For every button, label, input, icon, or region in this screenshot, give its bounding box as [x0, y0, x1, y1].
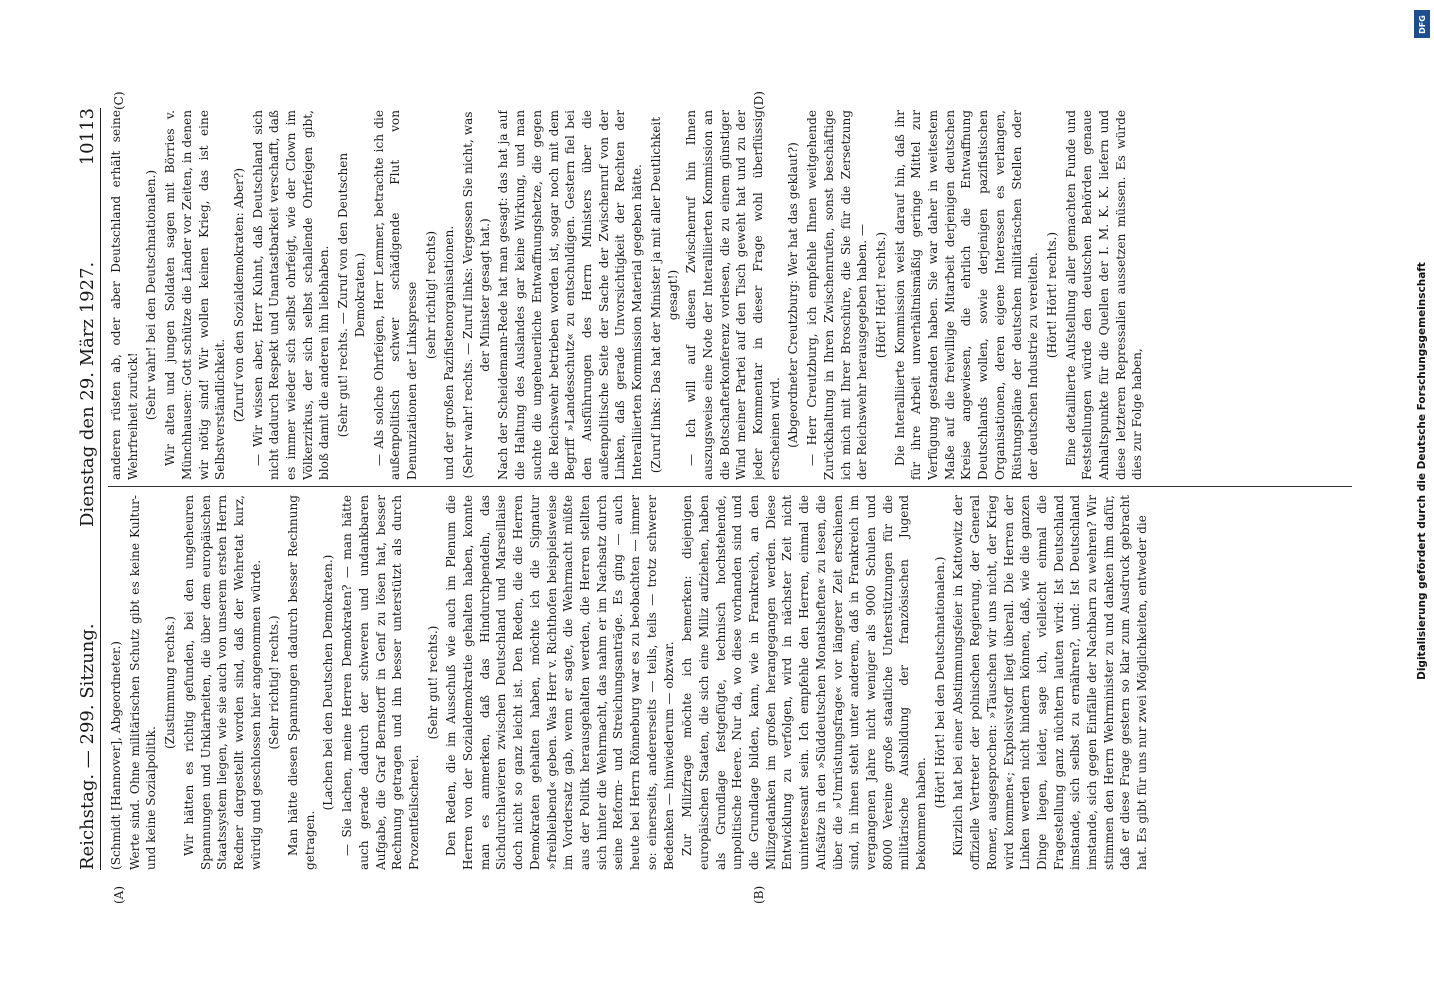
- page-header: [62, 90, 98, 910]
- header-left: Reichstag. — 299. Sitzung.: [77, 623, 98, 870]
- paragraph: Nach der Scheidemann-Rede hat man gesagt: das hat ja auf die Haltung des Auslandes gar keine Wirkung, und man suchte die ungeheuerliche Entwaffnungshetze, die gegen die Reichswehr betrieben worden ist, sogar noch mit dem Begriff »Landesschutz« zu entschuldigen. Gestern fiel bei den Ausführungen des Herrn Ministers über die außenpolitische Seite der Sache der Zwischenruf von der Linken, daß gerade Unvorsichtigkeit der Rechten der Interalliierten Kommission Material gegeben hätte.: [496, 110, 645, 480]
- paragraph: Zur Milizfrage möchte ich bemerken: diejenigen europäischen Staaten, die sich eine Miliz aufziehen, haben als Grundlage festgefügte, technisch hochstehende, unpolitische Heere. Nur da, wo diese vorhanden sind und die Grundlage bilden, kann, wie in Frankreich, an den Milizgedanken im großen herangegangen werden. Diese Entwicklung zu verfolgen, wird in nächster Zeit nicht uninteressant sein. Ich empfehle den Herren, einmal die Aufsätze in den »Süddeutschen Monatsheften« zu lesen, die über die »Umrüstungsfrage« vor längerer Zeit erschienen sind, in ihnen steht unter anderem, daß in Frankreich im vergangenen Jahre nicht weniger als 9000 Schulen und 8000 Vereine große staatliche Unterstützungen für die militärische Ausbildung der französischen Jugend bekommen haben.: [680, 495, 929, 870]
- paragraph: Wir alten und jungen Soldaten sagen mit Börries v. Münchhausen: Gott schütze die Länder vor Zeiten, in denen wir nötig sind! Wir wollen keinen Krieg, das ist eine Selbstverständlichkeit.: [163, 110, 228, 480]
- left-column: [108, 495, 1352, 870]
- paragraph: — Sie lachen, meine Herren Demokraten? — man hätte auch gerade dadurch der schweren und undankbaren Aufgabe, die Graf Bernstorff in Genf zu lösen hat, besser Rechnung getragen und ihn besser unterstützt als durch Prozentfeilscherei.: [340, 495, 421, 870]
- dfg-logo: DFG: [1414, 10, 1430, 38]
- page-number: 10113: [77, 108, 98, 166]
- paragraph: — Herr Creutzburg, ich empfehle Ihnen weitgehende Zurückhaltung in Ihren Zwischenrufen, sonst beschäftige ich mich mit Ihrer Broschüre, die Sie für die Zersetzung der Reichswehr herausgegeben haben. —: [805, 110, 870, 480]
- paragraph: — Ich will auf diesen Zwischenruf hin Ihnen auszugsweise eine Note der Interalliierten Kommission an die Botschafterkonferenz vorlesen, die zu einem günstiger Wind meiner Partei auf den Tisch geweht hat und zu der jeder Kommentar in dieser Frage wohl überflüssig erscheinen wird.: [684, 110, 782, 480]
- header-date: Dienstag den 29. März 1927.: [77, 261, 98, 527]
- paragraph: — Wir wissen aber, Herr Kuhnt, daß Deutschland sich nicht dadurch Respekt und Unantastbarkeit verschafft, daß es immer wieder sich selbst ohrfeigt, wie der Clown im Völkerzirkus, der sich selbst schallende Ohrfeigen gibt, bloß damit die anderen ihn liebhaben.: [250, 110, 332, 480]
- interjection: (Zustimmung rechts.): [163, 615, 178, 750]
- dfg-sidebar: [1410, 6, 1434, 936]
- interjection: (sehr richtig! rechts): [423, 230, 438, 360]
- paragraph: Eine detaillierte Aufstellung aller gemachten Funde und Feststellungen würde den deutschen Behörden genaue Anhaltspunkte für die Quellen der I. M. K. K. liefern und diese letzteren Repressalien aussetzen müssen. Es würde dies zur Folge haben,: [1063, 110, 1145, 480]
- interjection: (Zuruf links: Das hat der Minister ja mit aller Deutlichkeit gesagt!): [648, 116, 680, 474]
- interjection: (Hört! Hört! rechts.): [873, 231, 888, 359]
- rotated-page: [62, 90, 1362, 910]
- header-rule: [100, 108, 101, 870]
- paragraph: Man hätte diesen Spannungen dadurch besser Rechnung getragen.: [286, 495, 317, 870]
- column-divider: [108, 486, 1352, 487]
- paragraph: anderen rüsten ab, oder aber Deutschland erhält seine Wehrfreiheit zurück!: [109, 110, 140, 480]
- paragraph: Kürzlich hat bei einer Abstimmungsfeier in Kattowitz der offizielle Vertreter der polnischen Regierung, der General Romer, ausgesprochen: »Täuschen wir uns nicht, der Krieg wird kommen«; Explosivstoff liegt überall. Die Herren der Linken werden nicht hindern können, daß, wie die ganzen Dinge liegen, leider, sage ich, vielleicht einmal die Fragestellung ganz nüchtern lauten wird: Ist Deutschland imstande, sich selbst zu ernähren?, und: Ist Deutschland imstande, sich gegen Einfälle der Nachbarn zu wehren? Wir stimmen den Herrn Wehrminister zu und danken ihm dafür, daß er diese Frage gestern so klar zum Ausdruck gebracht hat. Es gibt für uns nur zwei Möglichkeiten, entweder die: [951, 495, 1150, 870]
- interjection: (Sehr gut! rechts.): [425, 625, 440, 740]
- interjection: (Abgeordneter Creutzburg: Wer hat das geklaut?): [786, 142, 801, 448]
- interjection: (Lachen bei den Deutschen Demokraten.): [321, 554, 336, 811]
- paragraph: Wir hätten es richtig gefunden, bei den ungeheuren Spannungen und Unklarheiten, die über dem europäischen Staatssystem liegen, wie sie auch von unserem ersten Herrn Redner dargestellt worden sind, daß der Wehretat kurz, würdig und geschlossen hier angenommen würde.: [181, 495, 263, 870]
- interjection: (Sehr gut! rechts. — Zuruf von den Deutschen Demokraten.): [336, 152, 367, 438]
- paragraph: Die Interalliierte Kommission weist darauf hin, daß ihr für ihre Arbeit unverhältnismäßig geringe Mittel zur Verfügung gestanden haben. Sie war daher in weitestem Maße auf die freiwillige Mitarbeit derjenigen deutschen Kreise angewiesen, die ehrlich die Entwaffnung Deutschlands wollen, sowie derjenigen pazifistischen Organisationen, deren eigene Interessen es verlangen, Rüstungspläne der deutschen militärischen Stellen oder der deutschen Industrie zu vereiteln.: [892, 110, 1041, 480]
- interjection: (Hört! Hört! bei den Deutschnationalen.): [932, 556, 947, 809]
- paragraph: (Schmidt [Hannover], Abgeordneter.): [109, 640, 123, 870]
- right-column: [108, 110, 1352, 480]
- margin-mark-d: (D): [752, 91, 766, 110]
- margin-mark-a: (A): [112, 885, 126, 904]
- paragraph: Den Reden, die im Ausschuß wie auch im Plenum die Herren von der Sozialdemokratie gehalten haben, konnte man es anmerken, daß das Hindurchpendeln, das Sichdurchlavieren zwischen Deutschland und Marseillaise doch nicht so ganz leicht ist. Den Reden, die die Herren Demokraten gehalten haben, möchte ich die Signatur »freibleibend« geben. Was Herr v. Richthofen beispielsweise im Vordersatz gab, wenn er sagte, die Wehrmacht müßte aus der Politik herausgehalten werden, die Herren stellten sich hinter die Wehrmacht, das nahm er im Nachsatz durch seine Reform- und Streichungsanträge. Es ging — auch heute bei Herrn Rönneburg war es zu beobachten — immer so: einerseits, andererseits — teils, teils — trotz schwerer Bedenken — hinwiederum — obzwar.: [444, 495, 676, 870]
- margin-mark-b: (B): [752, 885, 766, 904]
- margin-mark-c: (C): [112, 91, 126, 110]
- paragraph: — Als solche Ohrfeigen, Herr Lemmer, betrachte ich die außenpolitisch schwer schädigende Flut von Denunziationen der Linkspresse: [371, 110, 419, 480]
- paragraph: und der großen Pazifistenorganisationen.: [442, 225, 457, 480]
- interjection: (Zuruf von den Sozialdemokraten: Aber?): [231, 167, 246, 423]
- dfg-credit: Digitalisierung gefördert durch die Deutsche Forschungsgemeinschaft: [1416, 262, 1428, 680]
- paragraph: Werte sind. Ohne militärischen Schutz gibt es keine Kultur- und keine Sozialpolitik.: [127, 495, 159, 870]
- interjection: (Sehr wahr! rechts. — Zuruf links: Vergessen Sie nicht, was der Minister gesagt hat.): [461, 111, 492, 479]
- interjection: (Hört! Hört! rechts.): [1044, 231, 1059, 359]
- interjection: (Sehr wahr! bei den Deutschnationalen.): [144, 169, 159, 421]
- interjection: (Sehr richtig! rechts.): [267, 615, 282, 750]
